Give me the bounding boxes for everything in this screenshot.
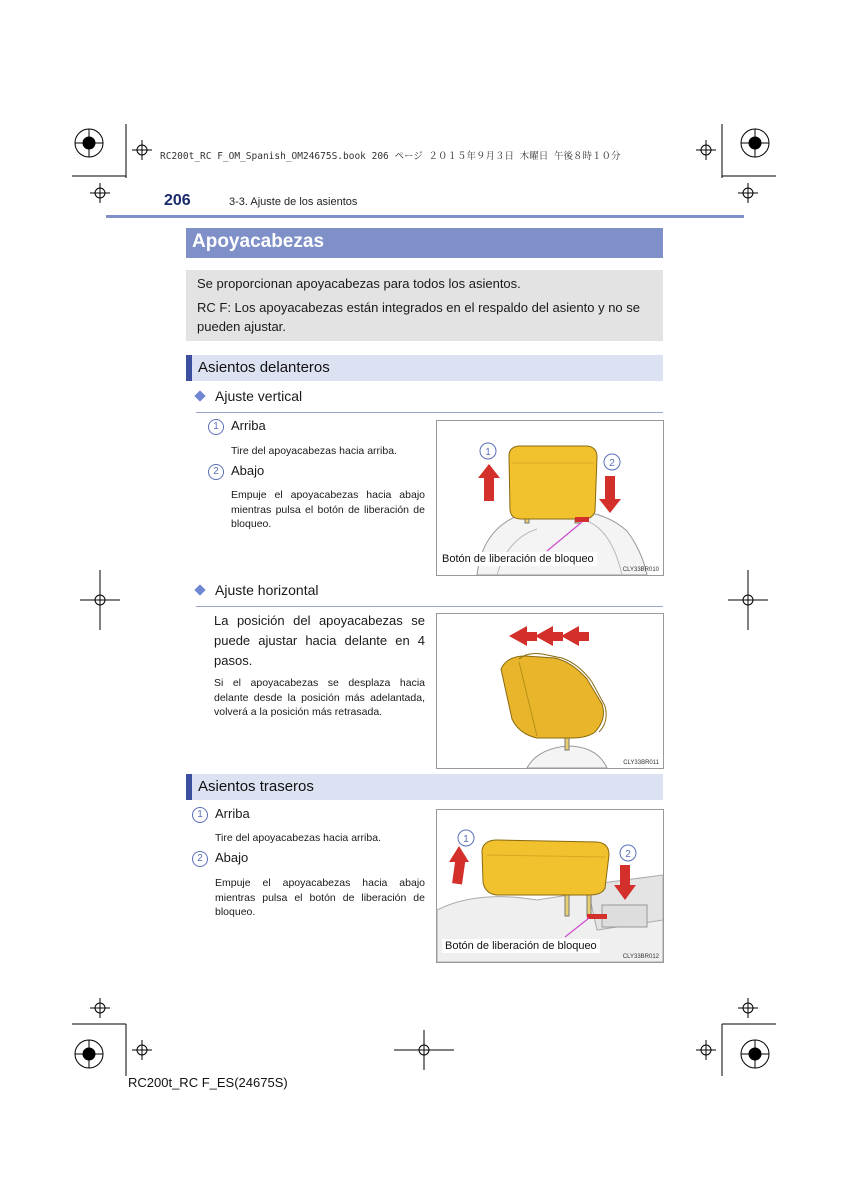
header-rule [106,215,744,218]
section-heading: Asientos traseros [198,778,314,795]
page-title-bar [186,228,663,258]
horizontal-text-2: Si el apoyacabezas se desplaza hacia delante desde la posición más adelantada, volverá a la posición más retrasada. [214,677,425,718]
item-label: Arriba [231,418,266,433]
intro-line-1: Se proporcionan apoyacabezas para todos los asientos. [197,276,521,291]
number-marker: 1 [208,419,224,435]
figure-code: CLY33BR012 [622,954,659,960]
number-marker: 1 [192,807,208,823]
page-number: 206 [164,192,191,209]
item-desc: Tire del apoyacabezas hacia arriba. [231,445,397,457]
number-marker: 2 [208,464,224,480]
figure-front-vertical [436,420,664,576]
item-desc: Empuje el apoyacabezas hacia abajo mientras pulsa el botón de liberación de bloqueo. [215,877,425,918]
intro-box [186,270,663,341]
figure-callout: Botón de liberación de bloqueo [442,939,600,953]
section-heading: Asientos delanteros [198,359,330,376]
item-desc: Empuje el apoyacabezas hacia abajo mientras pulsa el botón de liberación de bloqueo. [231,489,425,530]
diamond-bullet-icon [194,390,205,401]
intro-line-2: RC F: Los apoyacabezas están integrados en el respaldo del asiento y no se pueden ajustar. [197,300,640,334]
figure-code: CLY33BR011 [623,760,659,766]
figure-rear [436,809,664,963]
figure-callout: Botón de liberación de bloqueo [439,552,597,566]
running-head: 3-3. Ajuste de los asientos [229,196,358,208]
headrest-illustration [437,614,663,768]
number-marker: 2 [192,851,208,867]
horizontal-text-1: La posición del apoyacabezas se puede ajustar hacia delante en 4 pasos. [214,613,425,668]
figure-marker: 1 [463,834,469,845]
diamond-bullet-icon [194,584,205,595]
section-rear-seats [186,774,663,800]
figure-front-horizontal [436,613,664,769]
figure-marker: 1 [485,447,491,458]
figure-marker: 2 [625,849,631,860]
printer-line: RC200t_RC F_OM_Spanish_OM24675S.book 206 ページ ２０１５年９月３日 木曜日 午後８時１０分 [160,151,621,162]
item-desc: Tire del apoyacabezas hacia arriba. [215,832,381,844]
figure-code: CLY33BR010 [622,567,659,573]
figure-marker: 2 [609,458,615,469]
item-label: Abajo [215,850,249,865]
item-label: Arriba [215,806,250,821]
subheading-vertical: Ajuste vertical [196,388,663,413]
subheading-horizontal: Ajuste horizontal [196,582,663,607]
page-title: Apoyacabezas [192,231,325,252]
footer-code: RC200t_RC F_ES(24675S) [128,1075,288,1090]
item-label: Abajo [231,463,265,478]
section-front-seats [186,355,663,381]
